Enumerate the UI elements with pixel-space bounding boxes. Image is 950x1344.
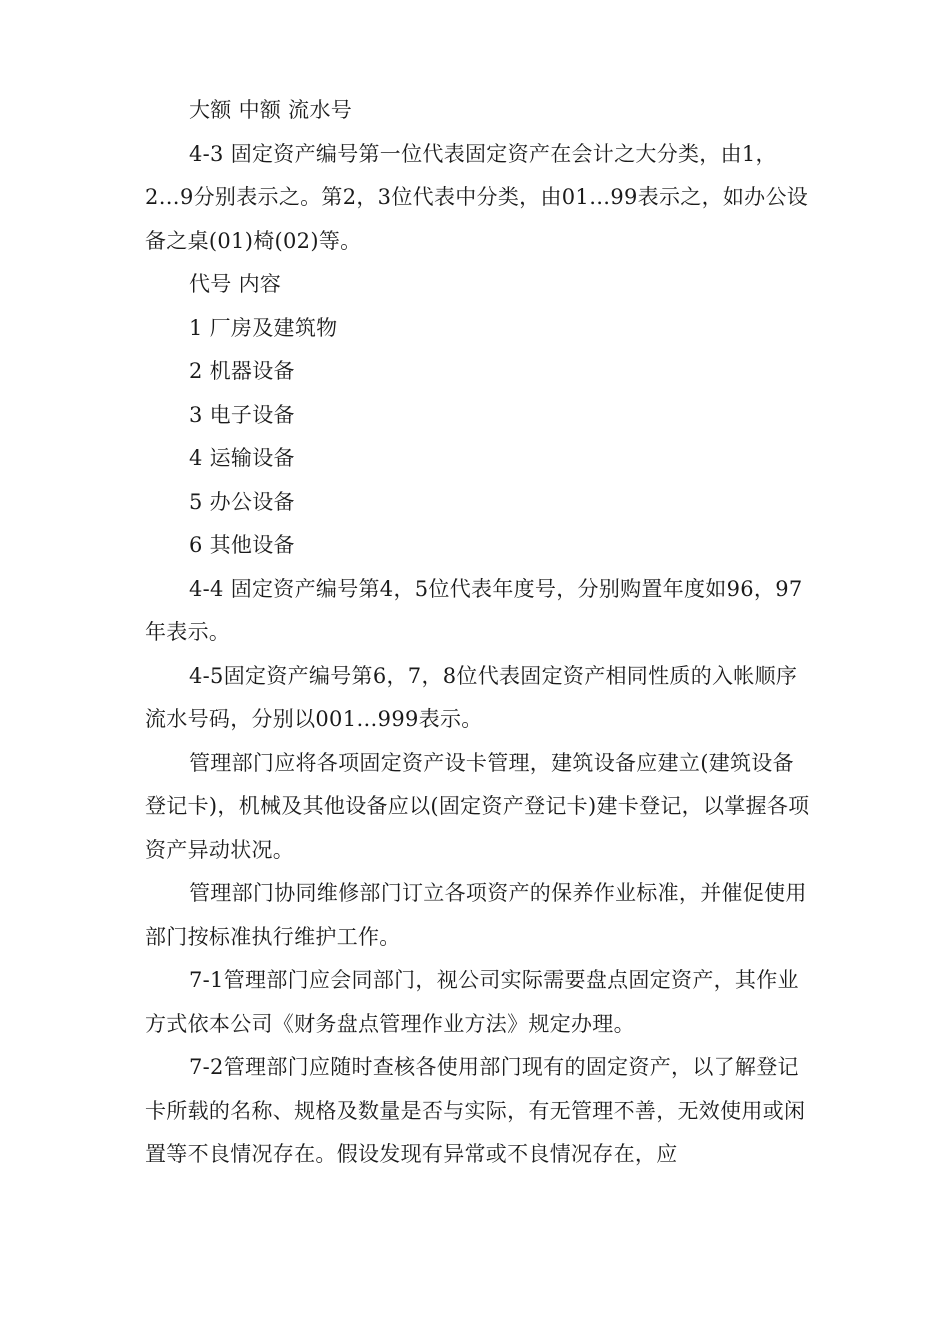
paragraph-amount-levels: 大额 中额 流水号 [189, 98, 353, 122]
paragraph-7-2: 7-2管理部门应随时查核各使用部门现有的固定资产，以了解登记卡所载的名称、规格及数量是否与实际，有无管理不善，无效使用或闲置等不良情况存在。假设发现有异常或不良情况存在，应 [145, 1055, 806, 1166]
paragraph-4-3: 4-3 固定资产编号第一位代表固定资产在会计之大分类，由1，2…9分别表示之。第2，3位代表中分类，由01…99表示之，如办公设备之桌(01)椅(02)等。 [145, 141, 809, 253]
paragraph-asset-cards: 管理部门应将各项固定资产设卡管理，建筑设备应建立(建筑设备登记卡)，机械及其他设备应以(固定资产登记卡)建卡登记，以掌握各项资产异动状况。 [145, 750, 810, 862]
paragraph-code-header: 代号 内容 [189, 272, 282, 296]
list-item-code-6: 6 其他设备 [189, 533, 295, 557]
paragraph-4-5: 4-5固定资产编号第6，7，8位代表固定资产相同性质的入帐顺序流水号码，分别以001…999表示。 [145, 663, 798, 731]
list-item-code-3: 3 电子设备 [189, 402, 295, 427]
document-body [145, 89, 810, 1177]
list-item-code-5: 5 办公设备 [189, 489, 295, 514]
paragraph-4-4: 4-4 固定资产编号第4，5位代表年度号，分别购置年度如96，97 年表示。 [145, 576, 803, 644]
paragraph-maintenance: 管理部门协同维修部门订立各项资产的保养作业标准，并催促使用部门按标准执行维护工作。 [145, 881, 807, 949]
list-item-code-4: 4 运输设备 [189, 446, 295, 470]
paragraph-7-1: 7-1管理部门应会同部门，视公司实际需要盘点固定资产，其作业方式依本公司《财务盘点管理作业方法》规定办理。 [145, 968, 799, 1036]
list-item-code-2: 2 机器设备 [189, 359, 295, 383]
list-item-code-1: 1 厂房及建筑物 [189, 315, 338, 340]
